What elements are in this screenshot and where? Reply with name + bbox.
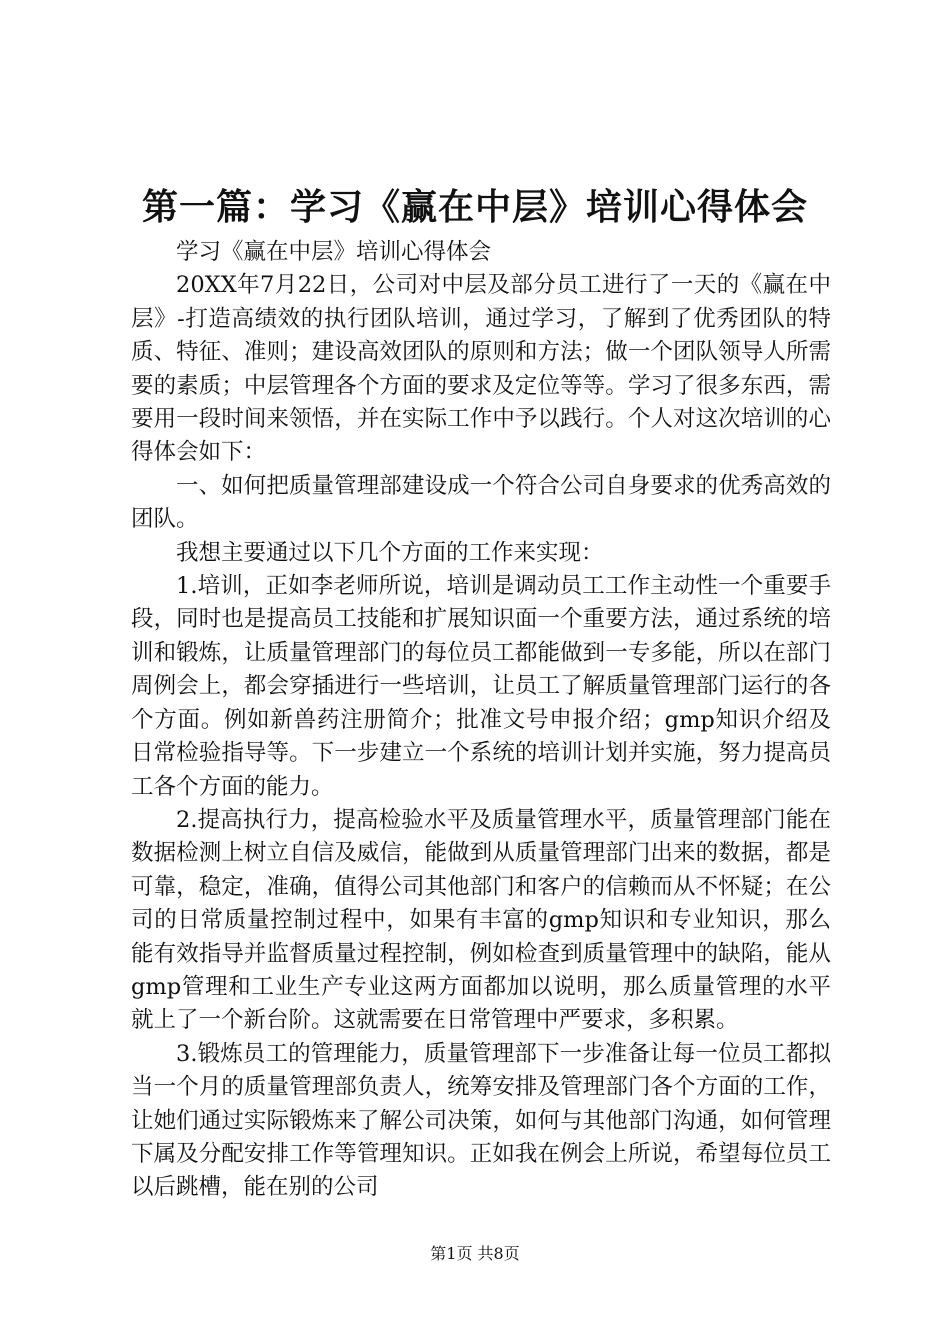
intro-paragraph: 20XX年7月22日，公司对中层及部分员工进行了一天的《赢在中层》-打造高绩效的执行团队培训，通过学习，了解到了优秀团队的特质、特征、准则；建设高效团队的原则和方法；做一个团队领导人所需要的素质；中层管理各个方面的要求及定位等等。学习了很多东西，需要用一段时间来领悟，并在实际工作中予以践行。个人对这次培训的心得体会如下： [131,272,831,466]
point-2-paragraph: 2.提高执行力，提高检验水平及质量管理水平，质量管理部门能在数据检测上树立自信及威信，能做到从质量管理部门出来的数据，都是可靠，稳定，准确，值得公司其他部门和客户的信赖而从不怀疑；在公司的日常质量控制过程中，如果有丰富的gmp知识和专业知识，那么能有效指导并监督质量过程控制，例如检查到质量管理中的缺陷，能从gmp管理和工业生产专业这两方面都加以说明，那么质量管理的水平就上了一个新台阶。这就需要在日常管理中严要求，多积累。 [131,806,831,1034]
document-title: 第一篇：学习《赢在中层》培训心得体会 [141,187,808,228]
subtitle-paragraph: 学习《赢在中层》培训心得体会 [176,239,492,265]
section-heading-paragraph: 一、如何把质量管理部建设成一个符合公司自身要求的优秀高效的团队。 [131,472,831,533]
point-3-paragraph: 3.锻炼员工的管理能力，质量管理部下一步准备让每一位员工都拟当一个月的质量管理部负责人，统筹安排及管理部门各个方面的工作，让她们通过实际锻炼来了解公司决策，如何与其他部门沟通，如何管理下属及分配安排工作等管理知识。正如我在例会上所说，希望每位员工以后跳槽，能在别的公司 [131,1040,831,1201]
page-footer: 第1页 共8页 [430,1244,520,1263]
lead-in-paragraph: 我想主要通过以下几个方面的工作来实现： [176,539,604,566]
point-1-paragraph: 1.培训，正如李老师所说，培训是调动员工工作主动性一个重要手段，同时也是提高员工技能和扩展知识面一个重要方法，通过系统的培训和锻炼，让质量管理部门的每位员工都能做到一专多能，所以在部门周例会上，都会穿插进行一些培训，让员工了解质量管理部门运行的各个方面。例如新兽药注册简介；批准文号申报介绍；gmp知识介绍及日常检验指导等。下一步建立一个系统的培训计划并实施，努力提高员工各个方面的能力。 [131,573,831,800]
document-body [131,236,831,1205]
